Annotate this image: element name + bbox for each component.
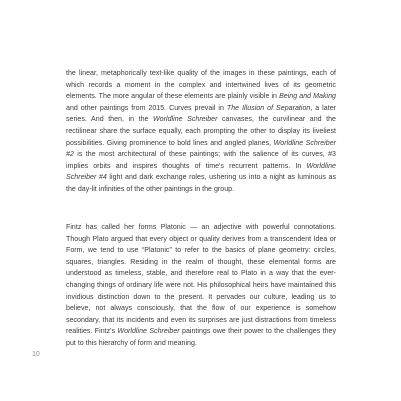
paragraph-text xyxy=(66,222,336,350)
italic-title: Worldline Schreiber xyxy=(153,116,218,124)
body-paragraph-2 xyxy=(66,222,336,350)
text-segment: Fintz has called her forms Platonic — an adjective with powerful connotations. Though Plato argued that every object or quality derives from a transcendent Idea or Form, we tend to use “Platonic” to refer to the basics of plane geometry: circles, squares, triangles. Residing in the realm of thought, these elemental forms are understood as timeless, stable, and therefore real to Plato in a way that the ever-changing things of ordinary life were not. His philosophical heirs have maintained this invidious distinction down to the present. It pervades our culture, leading us to believe, not always consciously, that the flow of our experience is somehow secondary, that its incidents and even its surprises are just distractions from timeless realities. Fintz's xyxy=(66,224,336,336)
italic-title: Worldline Schreiber #4 xyxy=(66,162,336,182)
italic-title: Worldline Schreiber xyxy=(117,328,180,336)
paragraph-text xyxy=(66,68,336,196)
italic-title: Being and Making xyxy=(279,93,336,101)
text-segment: the linear, metaphorically text-like quality of the images in these paintings, each of which records a moment in the complex and intertwined lives of its geometric elements. The more angular of these elements are plainly visible in xyxy=(66,70,336,101)
text-segment: , a later series. And then, in the xyxy=(66,104,336,124)
page-number: 10 xyxy=(32,351,40,358)
text-segment: canvases, the curvilinear and the rectilinear share the surface equally, each prompting the other to display its liveliest possibilities. Giving prominence to bold lines and angled planes, xyxy=(66,116,336,147)
text-segment: paintings owe their power to the challenges they put to this hierarchy of form and meaning. xyxy=(66,328,336,347)
text-segment: and other paintings from 2015. Curves prevail in xyxy=(66,104,227,112)
italic-title: Worldline Schreiber #2 xyxy=(66,139,336,159)
text-segment: light and dark exchange roles, ushering us into a night as luminous as the day-lit infinities of the other paintings in the group. xyxy=(66,174,336,193)
text-segment: is the most architectural of these paintings; with the salience of its curves, #3 implies orbits and inspires thoughts of time's recurrent patterns. In xyxy=(66,151,336,170)
italic-title: The Illusion of Separation xyxy=(226,104,311,112)
body-paragraph-1 xyxy=(66,68,336,196)
